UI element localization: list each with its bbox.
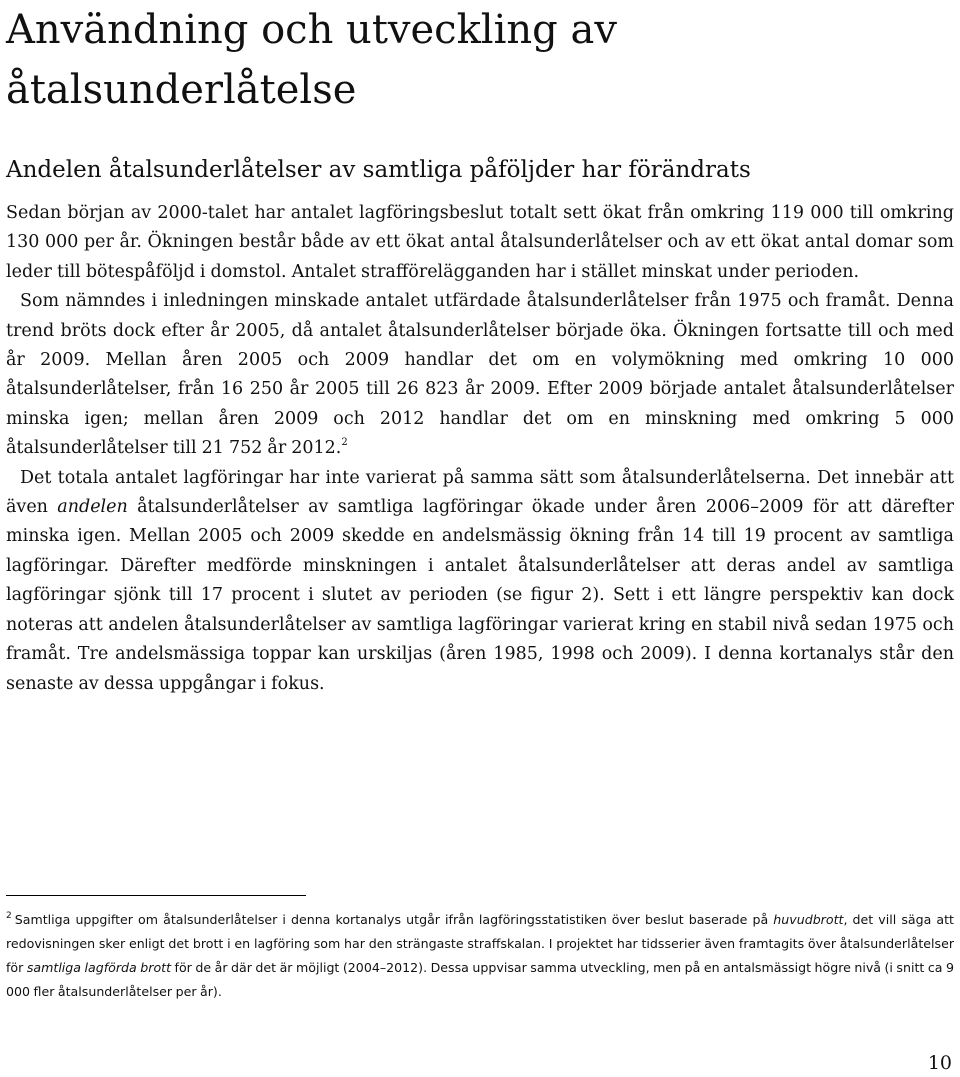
paragraph-3-text-a: Det totala antalet lagföringar har inte varierat på samma sätt som åtalsunderlåtelserna. Det innebär att även [6, 467, 954, 518]
paragraph-2-text: Som nämndes i inledningen minskade antalet utfärdade åtalsunderlåtelser från 1975 och framåt. Denna trend bröts dock efter år 2005, då antalet åtalsunderlåtelser började öka. Ökningen fortsatte till och med år 2009. Mellan åren 2005 och 2009 handlar det om en volymökning med omkring 10 000 åtalsunderlåtelser, från 16 250 år 2005 till 26 823 år 2009. Efter 2009 började antalet åtalsunderlåtelser minska igen; mellan åren 2009 och 2012 handlar det om en minskning med omkring 5 000 åtalsunderlåtelser till 21 752 år 2012. [6, 291, 954, 459]
footnote-divider [6, 895, 306, 896]
footnote-text-2: , det vill säga att redovisningen sker enligt det brott i en lagföring som har den strängaste straffskalan. I projektet har tidsserier även framtagits över åtalsunderlåtelser för [6, 912, 954, 975]
section-heading: Andelen åtalsunderlåtelser av samtliga påföljder har förändrats [6, 157, 751, 183]
paragraph-3 [6, 464, 954, 699]
paragraph-3-text-b: åtalsunderlåtelser av samtliga lagföringar ökade under åren 2006–2009 för att därefter minska igen. Mellan 2005 och 2009 skedde en andelsmässig ökning från 14 till 19 procent av samtliga lagföringar. Därefter medförde minskningen i antalet åtalsunderlåtelser att deras andel av samtliga lagföringar sjönk till 17 procent i slutet av perioden (se figur 2). Sett i ett längre perspektiv kan dock noteras att andelen åtalsunderlåtelser av samtliga lagföringar varierat kring en stabil nivå sedan 1975 och framåt. Tre andelsmässiga toppar kan urskiljas (åren 1985, 1998 och 2009). I denna kortanalys står den senaste av dessa uppgångar i fokus. [6, 497, 954, 694]
page-title: Användning och utveckling av åtalsunderlåtelse [6, 7, 617, 113]
footnote-number: 2 [6, 911, 12, 921]
footnote-emphasis-2: samtliga lagförda brott [26, 960, 172, 975]
footnote [6, 908, 954, 1004]
paragraph-1-text: Sedan början av 2000-talet har antalet lagföringsbeslut totalt sett ökat från omkring 119 000 till omkring 130 000 per år. Ökningen består både av ett ökat antal åtalsunderlåtelser och av ett ökat antal domar som leder till bötespåföljd i domstol. Antalet strafförelägganden har i stället minskat under perioden. [6, 203, 954, 282]
footnote-emphasis-1: huvudbrott [773, 912, 844, 927]
paragraph-1 [6, 199, 954, 287]
page-number: 10 [927, 1052, 952, 1074]
footnote-text-3: för de år där det är möjligt (2004–2012). Dessa uppvisar samma utveckling, men på en antalsmässigt högre nivå (i snitt ca 9 000 fler åtalsunderlåtelser per år). [6, 960, 955, 999]
footnote-text-1: Samtliga uppgifter om åtalsunderlåtelser i denna kortanalys utgår ifrån lagföringsstatistiken över beslut baserade på [14, 912, 774, 927]
paragraph-2 [6, 287, 954, 463]
footnote-reference[interactable]: 2 [341, 437, 348, 449]
body-text [6, 199, 954, 699]
emphasis-andelen: andelen [57, 497, 128, 518]
